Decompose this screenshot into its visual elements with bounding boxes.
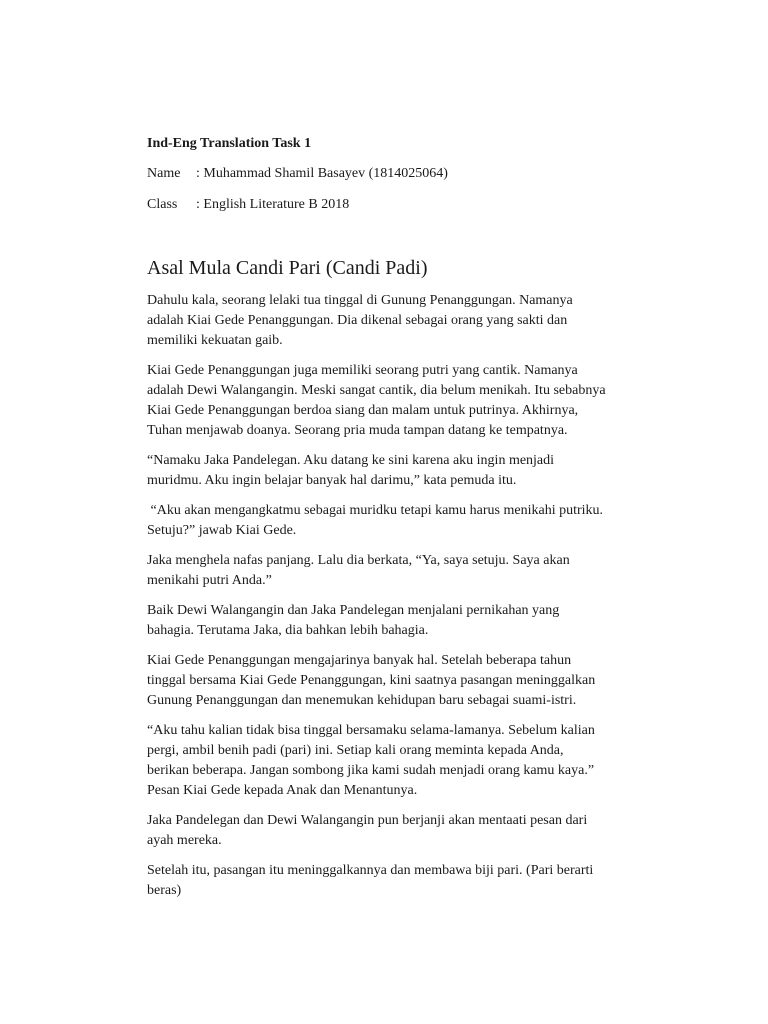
name-row [147, 164, 667, 184]
paragraph-line: “Aku akan mengangkatmu sebagai muridku tetapi kamu harus menikahi putriku. [147, 503, 604, 518]
story-paragraph [147, 651, 667, 711]
paragraph-line: Kiai Gede Penanggungan mengajarinya banyak hal. Setelah beberapa tahun [147, 653, 572, 668]
paragraph-line: memiliki kekuatan gaib. [147, 333, 283, 348]
paragraph-line: adalah Dewi Walangangin. Meski sangat cantik, dia belum menikah. Itu sebabnya [147, 383, 606, 398]
story-paragraph [147, 721, 667, 801]
paragraph-line: Kiai Gede Penanggungan berdoa siang dan malam untuk putrinya. Akhirnya, [147, 403, 579, 418]
paragraph-line: “Aku tahu kalian tidak bisa tinggal bersamaku selama-lamanya. Sebelum kalian [147, 723, 595, 738]
paragraph-line: berikan beberapa. Jangan sombong jika kami sudah menjadi orang kamu kaya.” [147, 763, 595, 778]
paragraph-line: Baik Dewi Walangangin dan Jaka Pandelegan menjalani pernikahan yang [147, 603, 560, 618]
story-paragraph [147, 451, 667, 491]
paragraph-line: Setelah itu, pasangan itu meninggalkannya dan membawa biji pari. (Pari berarti [147, 863, 594, 878]
story-title: Asal Mula Candi Pari (Candi Padi) [147, 257, 428, 279]
story-paragraphs [147, 291, 667, 901]
paragraph-line: Jaka menghela nafas panjang. Lalu dia berkata, “Ya, saya setuju. Saya akan [147, 553, 570, 568]
paragraph-line: Pesan Kiai Gede kepada Anak dan Menantunya. [147, 783, 418, 798]
story-paragraph [147, 601, 667, 641]
story-paragraph [147, 861, 667, 901]
paragraph-line: Tuhan menjawab doanya. Seorang pria muda tampan datang ke tempatnya. [147, 423, 568, 438]
story-paragraph [147, 361, 667, 441]
paragraph-line: “Namaku Jaka Pandelegan. Aku datang ke sini karena aku ingin menjadi [147, 453, 555, 468]
class-label: Class [147, 197, 178, 212]
story-paragraph [147, 811, 667, 851]
paragraph-line: Dahulu kala, seorang lelaki tua tinggal di Gunung Penanggungan. Namanya [147, 293, 573, 308]
task-title: Ind-Eng Translation Task 1 [147, 136, 312, 151]
document-body [147, 134, 667, 911]
paragraph-line: Kiai Gede Penanggungan juga memiliki seorang putri yang cantik. Namanya [147, 363, 578, 378]
story-paragraph [147, 501, 667, 541]
paragraph-line: tinggal bersama Kiai Gede Penanggungan, kini saatnya pasangan meninggalkan [147, 673, 596, 688]
paragraph-line: menikahi putri Anda.” [147, 573, 272, 588]
story-paragraph [147, 551, 667, 591]
paragraph-line: muridmu. Aku ingin belajar banyak hal darimu,” kata pemuda itu. [147, 473, 517, 488]
name-label: Name [147, 166, 181, 181]
paragraph-line: bahagia. Terutama Jaka, dia bahkan lebih bahagia. [147, 623, 429, 638]
story-paragraph [147, 291, 667, 351]
paragraph-line: Setuju?” jawab Kiai Gede. [147, 523, 297, 538]
paragraph-line: pergi, ambil benih padi (pari) ini. Setiap kali orang meminta kepada Anda, [147, 743, 564, 758]
class-value: : English Literature B 2018 [196, 197, 350, 212]
name-value: : Muhammad Shamil Basayev (1814025064) [196, 166, 448, 181]
paragraph-line: Jaka Pandelegan dan Dewi Walangangin pun berjanji akan mentaati pesan dari [147, 813, 588, 828]
paragraph-line: Gunung Penanggungan dan menemukan kehidupan baru sebagai suami-istri. [147, 693, 577, 708]
paragraph-line: beras) [147, 883, 182, 898]
paragraph-line: adalah Kiai Gede Penanggungan. Dia dikenal sebagai orang yang sakti dan [147, 313, 568, 328]
class-row [147, 195, 667, 215]
paragraph-line: ayah mereka. [147, 833, 222, 848]
